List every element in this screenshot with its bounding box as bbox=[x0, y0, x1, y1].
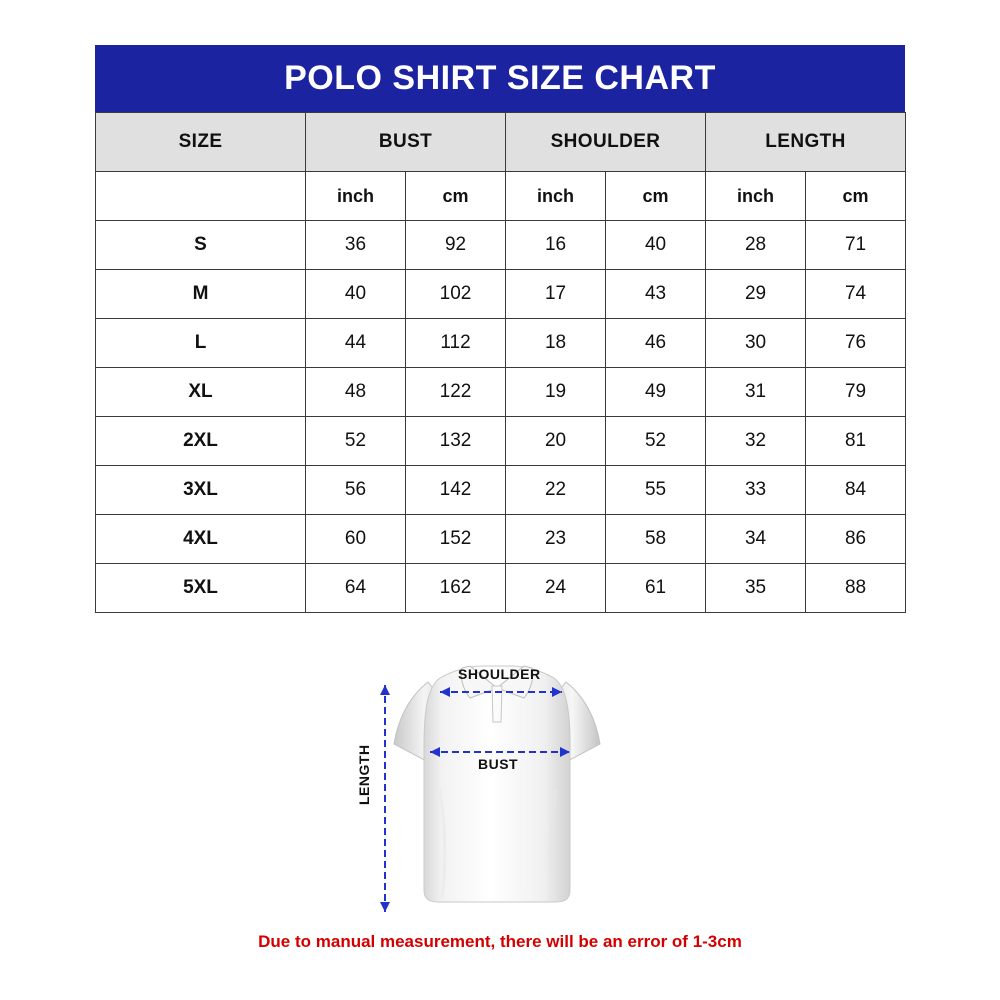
shoulder-arrow-right bbox=[552, 687, 562, 697]
cell-shoulder-inch: 17 bbox=[506, 270, 606, 319]
size-chart-table bbox=[95, 112, 906, 613]
table-row bbox=[96, 515, 906, 564]
cell-shoulder-inch: 20 bbox=[506, 417, 606, 466]
unit-shoulder-inch: inch bbox=[506, 172, 606, 221]
table-header-row bbox=[96, 113, 906, 172]
cell-size: 2XL bbox=[96, 417, 306, 466]
cell-length-cm: 81 bbox=[806, 417, 906, 466]
size-chart-block bbox=[95, 45, 905, 613]
cell-bust-inch: 56 bbox=[306, 466, 406, 515]
cell-shoulder-cm: 49 bbox=[606, 368, 706, 417]
cell-length-cm: 84 bbox=[806, 466, 906, 515]
unit-shoulder-cm: cm bbox=[606, 172, 706, 221]
unit-bust-inch: inch bbox=[306, 172, 406, 221]
cell-bust-cm: 92 bbox=[406, 221, 506, 270]
cell-size: XL bbox=[96, 368, 306, 417]
cell-length-inch: 29 bbox=[706, 270, 806, 319]
measurement-illustration bbox=[340, 630, 670, 930]
table-row bbox=[96, 417, 906, 466]
shoulder-label: SHOULDER bbox=[458, 666, 541, 682]
length-label: LENGTH bbox=[356, 744, 372, 805]
table-row bbox=[96, 221, 906, 270]
unit-length-inch: inch bbox=[706, 172, 806, 221]
cell-shoulder-inch: 19 bbox=[506, 368, 606, 417]
cell-bust-cm: 142 bbox=[406, 466, 506, 515]
cell-shoulder-cm: 55 bbox=[606, 466, 706, 515]
cell-bust-cm: 162 bbox=[406, 564, 506, 613]
cell-length-inch: 30 bbox=[706, 319, 806, 368]
cell-shoulder-inch: 18 bbox=[506, 319, 606, 368]
bust-label: BUST bbox=[478, 756, 519, 772]
cell-size: S bbox=[96, 221, 306, 270]
cell-shoulder-inch: 24 bbox=[506, 564, 606, 613]
cell-shoulder-cm: 43 bbox=[606, 270, 706, 319]
cell-bust-inch: 40 bbox=[306, 270, 406, 319]
cell-shoulder-inch: 22 bbox=[506, 466, 606, 515]
table-row bbox=[96, 319, 906, 368]
length-arrow-top bbox=[380, 685, 390, 695]
cell-bust-cm: 122 bbox=[406, 368, 506, 417]
bust-arrow-right bbox=[560, 747, 570, 757]
cell-length-cm: 71 bbox=[806, 221, 906, 270]
cell-bust-inch: 48 bbox=[306, 368, 406, 417]
page-title: POLO SHIRT SIZE CHART bbox=[95, 45, 905, 112]
table-row bbox=[96, 270, 906, 319]
measurement-note: Due to manual measurement, there will be an error of 1-3cm bbox=[258, 932, 742, 951]
table-row bbox=[96, 564, 906, 613]
unit-bust-cm: cm bbox=[406, 172, 506, 221]
cell-length-inch: 35 bbox=[706, 564, 806, 613]
shoulder-arrow-left bbox=[440, 687, 450, 697]
cell-length-cm: 79 bbox=[806, 368, 906, 417]
cell-size: 3XL bbox=[96, 466, 306, 515]
length-arrow-bottom bbox=[380, 902, 390, 912]
cell-length-inch: 28 bbox=[706, 221, 806, 270]
cell-bust-cm: 132 bbox=[406, 417, 506, 466]
table-units-row bbox=[96, 172, 906, 221]
cell-shoulder-inch: 16 bbox=[506, 221, 606, 270]
cell-shoulder-cm: 58 bbox=[606, 515, 706, 564]
cell-shoulder-inch: 23 bbox=[506, 515, 606, 564]
cell-length-cm: 76 bbox=[806, 319, 906, 368]
column-header-shoulder: SHOULDER bbox=[506, 113, 706, 172]
cell-bust-cm: 102 bbox=[406, 270, 506, 319]
cell-length-inch: 34 bbox=[706, 515, 806, 564]
cell-size: L bbox=[96, 319, 306, 368]
cell-length-inch: 32 bbox=[706, 417, 806, 466]
units-empty-cell bbox=[96, 172, 306, 221]
column-header-length: LENGTH bbox=[706, 113, 906, 172]
cell-length-cm: 88 bbox=[806, 564, 906, 613]
cell-size: 5XL bbox=[96, 564, 306, 613]
cell-length-cm: 74 bbox=[806, 270, 906, 319]
cell-size: M bbox=[96, 270, 306, 319]
cell-bust-inch: 36 bbox=[306, 221, 406, 270]
cell-length-inch: 31 bbox=[706, 368, 806, 417]
cell-bust-inch: 44 bbox=[306, 319, 406, 368]
bust-arrow-left bbox=[430, 747, 440, 757]
column-header-size: SIZE bbox=[96, 113, 306, 172]
table-row bbox=[96, 466, 906, 515]
cell-bust-cm: 112 bbox=[406, 319, 506, 368]
cell-shoulder-cm: 61 bbox=[606, 564, 706, 613]
column-header-bust: BUST bbox=[306, 113, 506, 172]
cell-shoulder-cm: 52 bbox=[606, 417, 706, 466]
cell-bust-inch: 52 bbox=[306, 417, 406, 466]
cell-bust-inch: 64 bbox=[306, 564, 406, 613]
cell-length-inch: 33 bbox=[706, 466, 806, 515]
cell-shoulder-cm: 46 bbox=[606, 319, 706, 368]
cell-size: 4XL bbox=[96, 515, 306, 564]
cell-bust-inch: 60 bbox=[306, 515, 406, 564]
unit-length-cm: cm bbox=[806, 172, 906, 221]
table-row bbox=[96, 368, 906, 417]
cell-length-cm: 86 bbox=[806, 515, 906, 564]
cell-bust-cm: 152 bbox=[406, 515, 506, 564]
cell-shoulder-cm: 40 bbox=[606, 221, 706, 270]
